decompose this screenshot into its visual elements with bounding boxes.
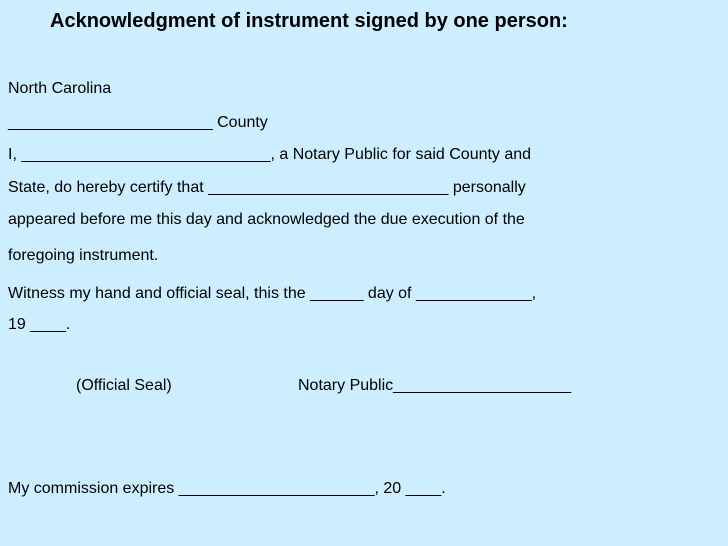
witness-line: Witness my hand and official seal, this the ______ day of _____________, <box>8 285 537 302</box>
foregoing-line: foregoing instrument. <box>8 247 159 264</box>
certify-line: State, do hereby certify that ___________________________ personally <box>8 179 526 196</box>
official-seal-label: (Official Seal) <box>76 377 172 394</box>
commission-expires-line: My commission expires ______________________, 20 ____. <box>8 480 446 497</box>
county-line: _______________________ County <box>8 114 268 131</box>
year-line: 19 ____. <box>8 316 71 333</box>
state-line: North Carolina <box>8 80 112 97</box>
document-title: Acknowledgment of instrument signed by one person: <box>50 10 568 32</box>
notary-intro-line: I, ____________________________, a Notary Public for said County and <box>8 146 532 163</box>
notary-public-signature-line: Notary Public____________________ <box>298 377 572 394</box>
appeared-line: appeared before me this day and acknowledged the due execution of the <box>8 211 525 228</box>
